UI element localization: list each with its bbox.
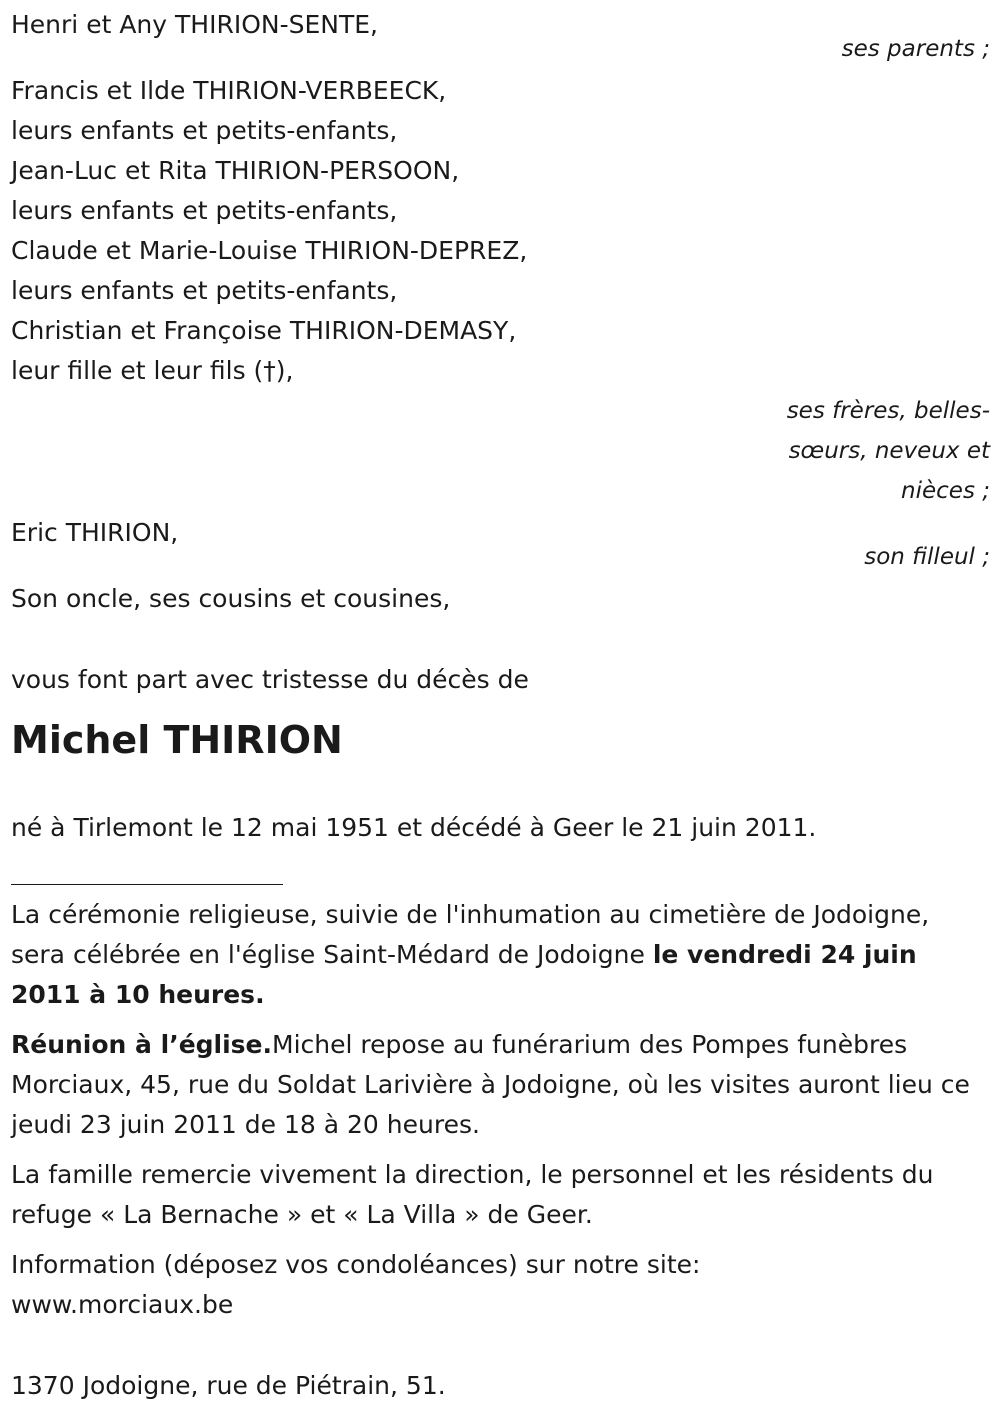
reunion-paragraph xyxy=(11,1025,990,1145)
parents-line: Henri et Any THIRION-SENTE, xyxy=(11,10,378,39)
announcement-line: vous font part avec tristesse du décès de xyxy=(11,665,529,694)
sibling-line: leur fille et leur fils (†), xyxy=(11,356,294,385)
info-paragraph xyxy=(11,1245,990,1325)
info-text: Information (déposez vos condoléances) sur notre site: xyxy=(11,1250,701,1279)
reunion-text: Michel repose au funérarium des Pompes funèbres Morciaux, 45, rue du Soldat Larivière à Jodoigne, où les visites auront lieu ce jeudi 23 juin 2011 de 18 à 20 heures. xyxy=(11,1030,970,1139)
others-line: Son oncle, ses cousins et cousines, xyxy=(11,584,451,613)
parents-role: ses parents ; xyxy=(841,36,990,62)
sibling-line: Jean-Luc et Rita THIRION-PERSOON, xyxy=(11,156,460,185)
godson-role: son filleul ; xyxy=(864,544,990,570)
obituary-notice xyxy=(11,5,990,1406)
reunion-heading: Réunion à l’église. xyxy=(11,1030,273,1059)
ceremony-paragraph xyxy=(11,895,990,1015)
divider xyxy=(11,856,283,885)
address-line: 1370 Jodoigne, rue de Piétrain, 51. xyxy=(11,1371,446,1400)
sibling-line: Christian et Françoise THIRION-DEMASY, xyxy=(11,316,517,345)
thanks-paragraph: La famille remercie vivement la direction, le personnel et les résidents du refuge « La Bernache » et « La Villa » de Geer. xyxy=(11,1160,934,1229)
ceremony-date: le vendredi 24 juin 2011 à 10 heures. xyxy=(11,940,917,1009)
siblings-role-line: nièces ; xyxy=(901,478,990,504)
ceremony-text: La cérémonie religieuse, suivie de l'inhumation au cimetière de Jodoigne, sera célébrée en l'église Saint-Médard de Jodoigne xyxy=(11,900,930,969)
sibling-line: Claude et Marie-Louise THIRION-DEPREZ, xyxy=(11,236,528,265)
sibling-line: leurs enfants et petits-enfants, xyxy=(11,276,398,305)
deceased-name: Michel THIRION xyxy=(11,718,343,762)
siblings-role-line: sœurs, neveux et xyxy=(788,438,990,464)
birth-death-line: né à Tirlemont le 12 mai 1951 et décédé à Geer le 21 juin 2011. xyxy=(11,813,817,842)
siblings-role-line: ses frères, belles- xyxy=(786,398,990,424)
sibling-line: leurs enfants et petits-enfants, xyxy=(11,196,398,225)
sibling-line: leurs enfants et petits-enfants, xyxy=(11,116,398,145)
website-link[interactable]: www.morciaux.be xyxy=(11,1290,234,1319)
godson-line: Eric THIRION, xyxy=(11,518,179,547)
sibling-line: Francis et Ilde THIRION-VERBEECK, xyxy=(11,76,447,105)
